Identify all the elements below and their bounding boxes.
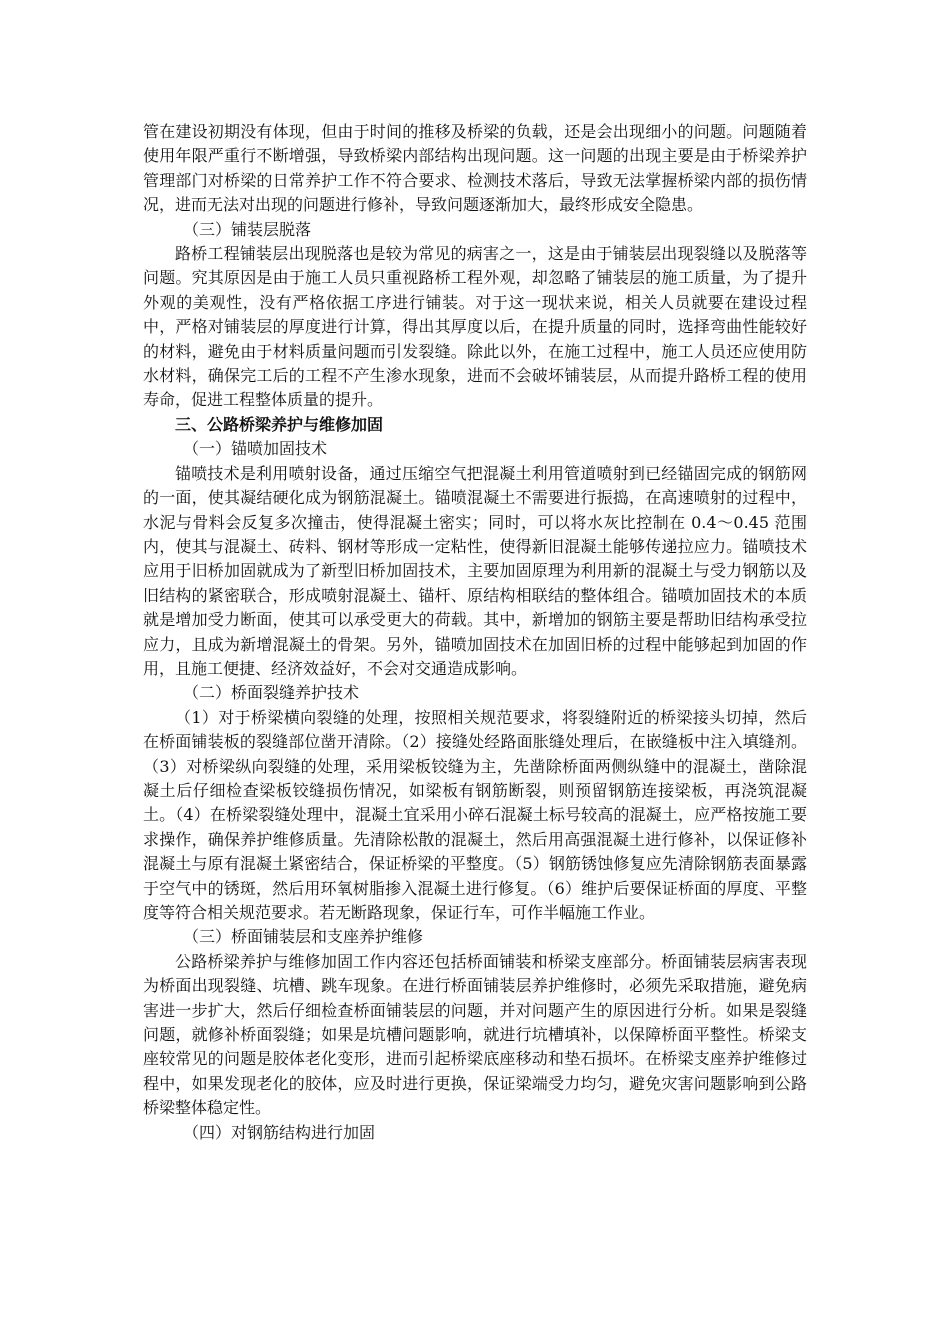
paving-layer-paragraph: 路桥工程铺装层出现脱落也是较为常见的病害之一，这是由于铺装层出现裂缝以及脱落等问题。究其原因是由于施工人员只重视路桥工程外观，却忽略了铺装层的施工质量，为了提升外观的美观性，没有严格依据工序进行铺装。对于这一现状来说，相关人员就要在建设过程中，严格对铺装层的厚度进行计算，得出其厚度以后，在提升质量的同时，选择弯曲性能较好的材料，避免由于材料质量问题而引发裂缝。除此以外，在施工过程中，施工人员还应使用防水材料，确保完工后的工程不产生渗水现象，进而不会破坏铺装层，从而提升路桥工程的使用寿命，促进工程整体质量的提升。 — [143, 244, 807, 410]
anchor-spray-paragraph: 锚喷技术是利用喷射设备，通过压缩空气把混凝土利用管道喷射到已经锚固完成的钢筋网的一面，使其凝结硬化成为钢筋混凝土。锚喷混凝土不需要进行振捣，在高速喷射的过程中，水泥与骨料会反复多次撞击，使得混凝土密实；同时，可以将水灰比控制在 0.4～0.45 范围内，使其与混凝土、砖料、钢材等形成一定粘性，使得新旧混凝土能够传递拉应力。锚喷技术应用于旧桥加固就成为了新型旧桥加固技术，主要加固原理为利用新的混凝土与受力钢筋以及旧结构的紧密联合，形成喷射混凝土、锚杆、原结构相联结的整体组合。锚喷加固技术的本质就是增加受力断面，使其可以承受更大的荷载。其中，新增加的钢筋主要是帮助旧结构承受拉应力，且成为新增混凝土的骨架。另外，锚喷加固技术在加固旧桥的过程中能够起到加固的作用，且施工便捷、经济效益好，不会对交通造成影响。 — [143, 463, 807, 678]
document-page — [143, 120, 807, 1145]
subsection-heading-steel-structure: （四）对钢筋结构进行加固 — [183, 1122, 376, 1142]
subsection-heading-anchor-spray: （一）锚喷加固技术 — [183, 439, 328, 459]
deck-bearing-paragraph: 公路桥梁养护与维修加固工作内容还包括桥面铺装和桥梁支座部分。桥面铺装层病害表现为桥面出现裂缝、坑槽、跳车现象。在进行桥面铺装层养护维修时，必须先采取措施，避免病害进一步扩大，然后仔细检查桥面铺装层的问题，并对问题产生的原因进行分析。如果是裂缝问题，就修补桥面裂缝；如果是坑槽问题影响，就进行坑槽填补，以保障桥面平整性。桥梁支座较常见的问题是胶体老化变形，进而引起桥梁底座移动和垫石损坏。在桥梁支座养护维修过程中，如果发现老化的胶体，应及时进行更换，保证梁端受力均匀，避免灾害问题影响到公路桥梁整体稳定性。 — [143, 951, 807, 1118]
subsection-heading-deck-bearing: （三）桥面铺装层和支座养护维修 — [183, 927, 424, 947]
subsection-heading-deck-crack: （二）桥面裂缝养护技术 — [183, 683, 360, 703]
section-heading-maintenance: 三、公路桥梁养护与维修加固 — [175, 414, 384, 434]
subsection-heading-paving-layer: （三）铺装层脱落 — [183, 219, 312, 239]
deck-crack-paragraph: （1）对于桥梁横向裂缝的处理，按照相关规范要求，将裂缝附近的桥梁接头切掉，然后在桥面铺装板的裂缝部位凿开清除。（2）接缝处经路面胀缝处理后，在嵌缝板中注入填缝剂。（3）对桥梁纵向裂缝的处理，采用梁板铰缝为主，先凿除桥面两侧纵缝中的混凝土，凿除混凝土后仔细检查梁板铰缝损伤情况，如梁板有钢筋断裂，则预留钢筋连接梁板，再浇筑混凝土。（4）在桥梁裂缝处理中，混凝土宜采用小碎石混凝土标号较高的混凝土，应严格按施工要求操作，确保养护维修质量。先清除松散的混凝土，然后用高强混凝土进行修补，以保证修补混凝土与原有混凝土紧密结合，保证桥梁的平整度。（5）钢筋锈蚀修复应先清除钢筋表面暴露于空气中的锈斑，然后用环氧树脂掺入混凝土进行修复。（6）维护后要保证桥面的厚度、平整度等符合相关规范要求。若无断路现象，保证行车，可作半幅施工作业。 — [143, 707, 807, 922]
intro-continuation-paragraph: 管在建设初期没有体现，但由于时间的推移及桥梁的负载，还是会出现细小的问题。问题随着使用年限严重行不断增强，导致桥梁内部结构出现问题。这一问题的出现主要是由于桥梁养护管理部门对桥梁的日常养护工作不符合要求、检测技术落后，导致无法掌握桥梁内部的损伤情况，进而无法对出现的问题进行修补，导致问题逐渐加大，最终形成安全隐患。 — [143, 122, 807, 215]
